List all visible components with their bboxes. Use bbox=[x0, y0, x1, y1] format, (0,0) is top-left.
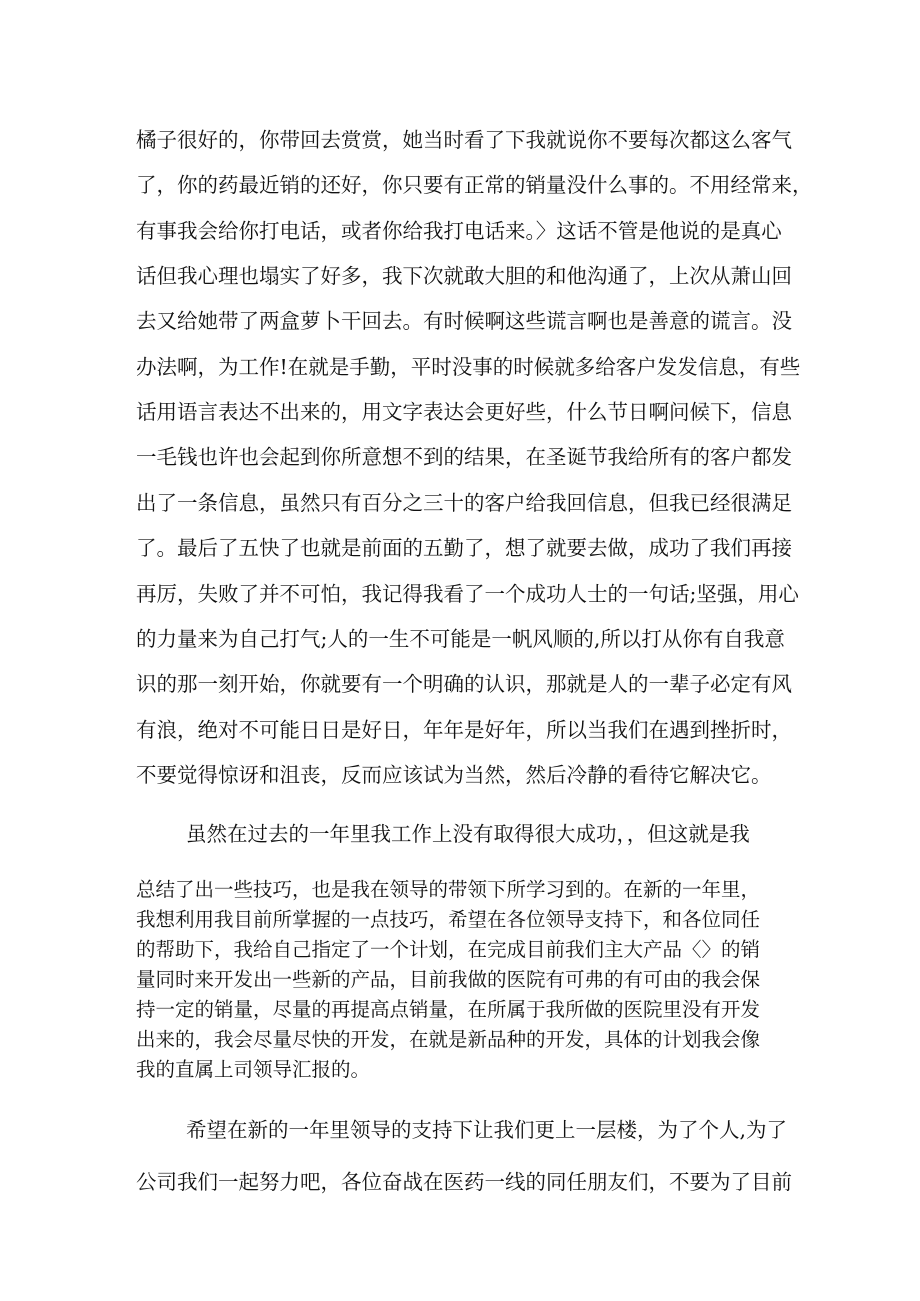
text-line: 话用语言表达不出来的，用文字表达会更好些，什么节日啊问候下，信息 bbox=[136, 400, 792, 424]
text-line: 出了一条信息，虽然只有百分之三十的客户给我回信息，但我已经很满足 bbox=[136, 491, 792, 515]
text-line: 公司我们一起努力吧，各位奋战在医药一线的同任朋友们，不要为了目前 bbox=[136, 1170, 792, 1194]
text-line: 一毛钱也许也会起到你所意想不到的结果，在圣诞节我给所有的客户都发 bbox=[136, 445, 792, 469]
text-line: 有事我会给你打电话，或者你给我打电话来。〉这话不管是他说的是真心 bbox=[136, 219, 782, 243]
text-line: 识的那一刻开始，你就要有一个明确的认识，那就是人的一辈子必定有风 bbox=[136, 672, 792, 696]
text-line: 的帮助下，我给自己指定了一个计划，在完成目前我们主大产品〈〉的销 bbox=[136, 938, 761, 961]
text-line: 我的直属上司领导汇报的。 bbox=[136, 1058, 371, 1081]
text-line: 话但我心理也塌实了好多，我下次就敢大胆的和他沟通了，上次从萧山回 bbox=[136, 264, 792, 288]
text-line: 量同时来开发出一些新的产品，目前我做的医院有可弗的有可由的我会保 bbox=[136, 968, 761, 991]
text-line: 持一定的销量，尽量的再提高点销量，在所属于我所做的医院里没有开发 bbox=[136, 998, 761, 1021]
paragraph-first-line: 希望在新的一年里领导的支持下让我们更上一层楼，为了个人,为了 bbox=[186, 1118, 788, 1142]
text-line: 橘子很好的，你带回去赏赏，她当时看了下我就说你不要每次都这么客气 bbox=[136, 128, 792, 152]
text-line: 办法啊，为工作!在就是手勤，平时没事的时候就多给客户发发信息，有些 bbox=[136, 355, 801, 379]
text-line: 不要觉得惊讶和沮丧，反而应该试为当然，然后冷静的看待它解决它。 bbox=[136, 763, 772, 787]
text-line: 去又给她带了两盒萝卜干回去。有时候啊这些谎言啊也是善意的谎言。没 bbox=[136, 309, 792, 333]
text-line: 有浪，绝对不可能日日是好日，年年是好年，所以当我们在遇到挫折时， bbox=[136, 718, 792, 742]
text-line: 出来的，我会尽量尽快的开发，在就是新品种的开发，具体的计划我会像 bbox=[136, 1028, 761, 1051]
text-line: 再厉，失败了并不可怕，我记得我看了一个成功人士的一句话;坚强，用心 bbox=[136, 582, 799, 606]
text-line: 总结了出一些技巧，也是我在领导的带领下所学习到的。在新的一年里， bbox=[136, 878, 761, 901]
text-line: 了，你的药最近销的还好，你只要有正常的销量没什么事的。不用经常来， bbox=[136, 173, 813, 197]
text-line: 我想利用我目前所掌握的一点技巧，希望在各位领导支持下，和各位同任 bbox=[136, 908, 761, 931]
text-line: 了。最后了五快了也就是前面的五勤了，想了就要去做，成功了我们再接 bbox=[136, 536, 792, 560]
paragraph-first-line: 虽然在过去的一年里我工作上没有取得很大成功，，但这就是我 bbox=[186, 822, 750, 846]
text-line: 的力量来为自己打气;人的一生不可能是一帆风顺的,所以打从你有自我意 bbox=[136, 627, 785, 651]
